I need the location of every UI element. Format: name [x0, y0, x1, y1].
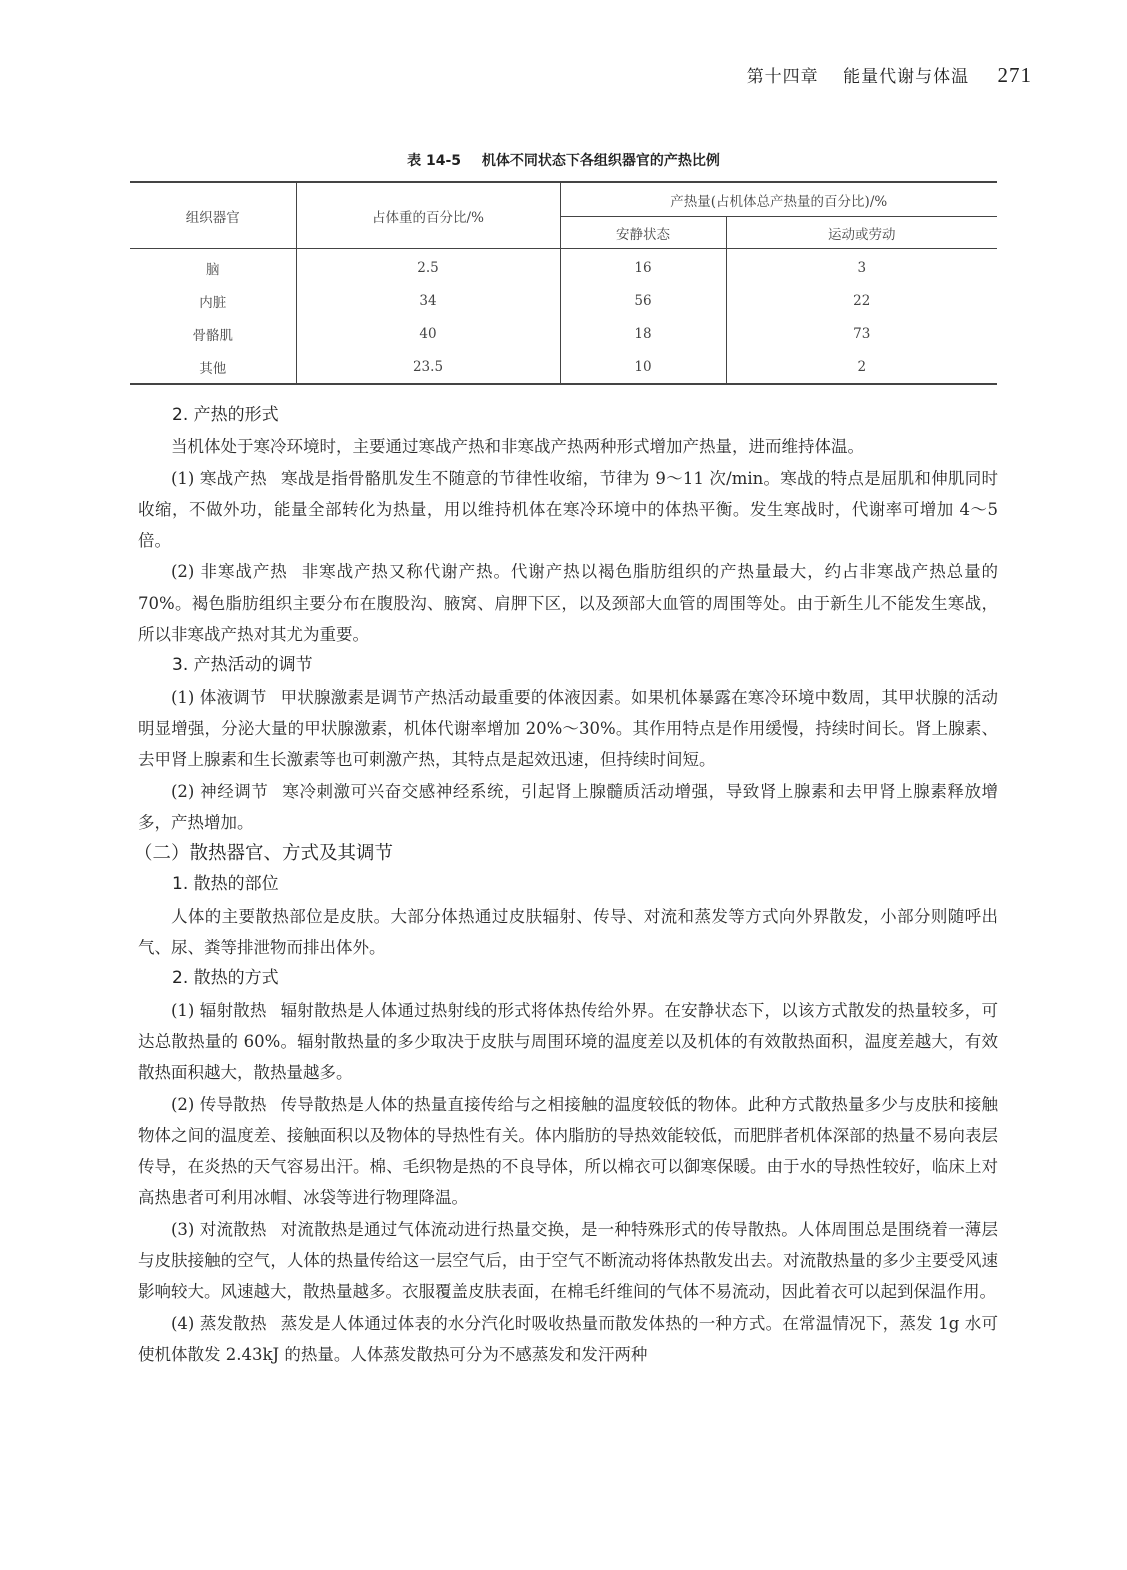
paragraph — [138, 1089, 998, 1214]
cell-weight: 23.5 — [296, 350, 560, 384]
paragraph-lead: (3) 对流散热 — [171, 1219, 267, 1239]
paragraph-lead: (1) 辐射散热 — [171, 1000, 267, 1020]
paragraph — [138, 776, 998, 839]
cell-resting: 10 — [560, 350, 726, 384]
paragraph-text: 对流散热是通过气体流动进行热量交换，是一种特殊形式的传导散热。人体周围总是围绕着一薄层与皮肤接触的空气，人体的热量传给这一层空气后，由于空气不断流动将体热散发出去。对流散热量的多少主要受风速影响较大。风速越大，散热量越多。衣服覆盖皮肤表面，在棉毛纤维间的气体不易流动，因此着衣可以起到保温作用。 — [138, 1219, 998, 1302]
paragraph: 当机体处于寒冷环境时，主要通过寒战产热和非寒战产热两种形式增加产热量，进而维持体温。 — [171, 437, 864, 457]
table-row — [130, 284, 997, 317]
paragraph-text: 非寒战产热又称代谢产热。代谢产热以褐色脂肪组织的产热量最大，约占非寒战产热总量的 70%。褐色脂肪组织主要分布在腹股沟、腋窝、肩胛下区，以及颈部大血管的周围等处。由于新生儿不能发生寒战，所以非寒战产热对其尤为重要。 — [138, 562, 998, 645]
cell-weight: 34 — [296, 284, 560, 317]
section-heading-dissipation-methods: 2. 散热的方式 — [172, 968, 279, 989]
paragraph-text: 甲状腺激素是调节产热活动最重要的体液因素。如果机体暴露在寒冷环境中数周，其甲状腺的活动明显增强，分泌大量的甲状腺激素，机体代谢率增加 20%～30%。其作用特点是作用缓慢，持续时间长。肾上腺素、去甲肾上腺素和生长激素等也可刺激产热，其特点是起效迅速，但持续时间短。 — [138, 687, 998, 770]
paragraph — [138, 682, 998, 776]
paragraph-lead: (2) 传导散热 — [171, 1094, 267, 1114]
section-heading-heat-forms: 2. 产热的形式 — [172, 405, 279, 425]
paragraph — [138, 463, 998, 557]
cell-resting: 18 — [560, 317, 726, 350]
cell-organ: 其他 — [130, 350, 296, 384]
cell-organ: 脑 — [206, 261, 220, 278]
header-body-weight: 占体重的百分比/% — [296, 182, 560, 249]
paragraph-text: 寒战是指骨骼肌发生不随意的节律性收缩，节律为 9～11 次/min。寒战的特点是屈肌和伸肌同时收缩，不做外功，能量全部转化为热量，用以维持机体在寒冷环境中的体热平衡。发生寒战时，代谢率可增加 4～5 倍。 — [138, 468, 998, 551]
cell-exercise: 3 — [726, 249, 997, 285]
header-heat-production: 产热量(占机体总产热量的百分比)/% — [560, 182, 997, 217]
table-row — [130, 350, 997, 384]
cell-organ: 骨骼肌 — [192, 327, 233, 344]
cell-exercise: 22 — [726, 284, 997, 317]
paragraph — [138, 995, 998, 1089]
paragraph-text: 蒸发是人体通过体表的水分汽化时吸收热量而散发体热的一种方式。在常温情况下，蒸发 1g 水可使机体散发 2.43kJ 的热量。人体蒸发散热可分为不感蒸发和发汗两种 — [138, 1313, 998, 1364]
paragraph-text: 寒冷刺激可兴奋交感神经系统，引起肾上腺髓质活动增强，导致肾上腺素和去甲肾上腺素释放增多，产热增加。 — [138, 781, 999, 832]
cell-weight: 2.5 — [296, 249, 560, 285]
paragraph — [138, 556, 998, 650]
paragraph: 人体的主要散热部位是皮肤。大部分体热通过皮肤辐射、传导、对流和蒸发等方式向外界散发，小部分则随呼出气、尿、粪等排泄物而排出体外。 — [138, 906, 998, 958]
paragraph — [138, 1308, 998, 1371]
header-organ: 组织器官 — [130, 182, 296, 249]
cell-resting: 56 — [560, 284, 726, 317]
part-heading-heat-dissipation: （二）散热器官、方式及其调节 — [134, 843, 394, 865]
running-header — [747, 62, 1032, 88]
paragraph-lead: (2) 非寒战产热 — [171, 562, 288, 582]
body-text — [134, 400, 999, 1370]
paragraph-text: 辐射散热是人体通过热射线的形式将体热传给外界。在安静状态下，以该方式散发的热量较多，可达总散热量的 60%。辐射散热量的多少取决于皮肤与周围环境的温度差以及机体的有效散热面积，温度差越大，有效散热面积越大，散热量越多。 — [138, 1000, 998, 1083]
chapter-title: 能量代谢与体温 — [843, 67, 970, 87]
table-number: 表 14-5 — [407, 153, 462, 169]
paragraph-lead: (1) 寒战产热 — [171, 468, 267, 488]
paragraph-lead: (1) 体液调节 — [171, 687, 267, 707]
page-number: 271 — [997, 63, 1032, 87]
table-caption — [130, 150, 997, 170]
paragraph-text: 传导散热是人体的热量直接传给与之相接触的温度较低的物体。此种方式散热量多少与皮肤和接触物体之间的温度差、接触面积以及物体的导热性有关。体内脂肪的导热效能较低，而肥胖者机体深部的热量不易向表层传导，在炎热的天气容易出汗。棉、毛织物是热的不良导体，所以棉衣可以御寒保暖。由于水的导热性较好，临床上对高热患者可利用冰帽、冰袋等进行物理降温。 — [138, 1094, 998, 1208]
table-row — [130, 317, 997, 350]
section-heading-regulation: 3. 产热活动的调节 — [172, 655, 313, 676]
header-exercise: 运动或劳动 — [726, 217, 997, 249]
header-resting: 安静状态 — [560, 217, 726, 249]
cell-weight: 40 — [296, 317, 560, 350]
cell-resting: 16 — [560, 249, 726, 285]
paragraph-lead: (4) 蒸发散热 — [171, 1313, 267, 1333]
table-title: 机体不同状态下各组织器官的产热比例 — [481, 153, 720, 169]
cell-organ: 内脏 — [199, 294, 227, 311]
cell-exercise: 73 — [726, 317, 997, 350]
section-heading-dissipation-sites: 1. 散热的部位 — [172, 874, 279, 895]
chapter-number: 第十四章 — [746, 67, 819, 87]
paragraph — [138, 1214, 998, 1308]
paragraph-lead: (2) 神经调节 — [171, 781, 269, 801]
cell-exercise: 2 — [726, 350, 997, 384]
heat-production-table — [130, 181, 997, 385]
table-row — [130, 249, 997, 285]
